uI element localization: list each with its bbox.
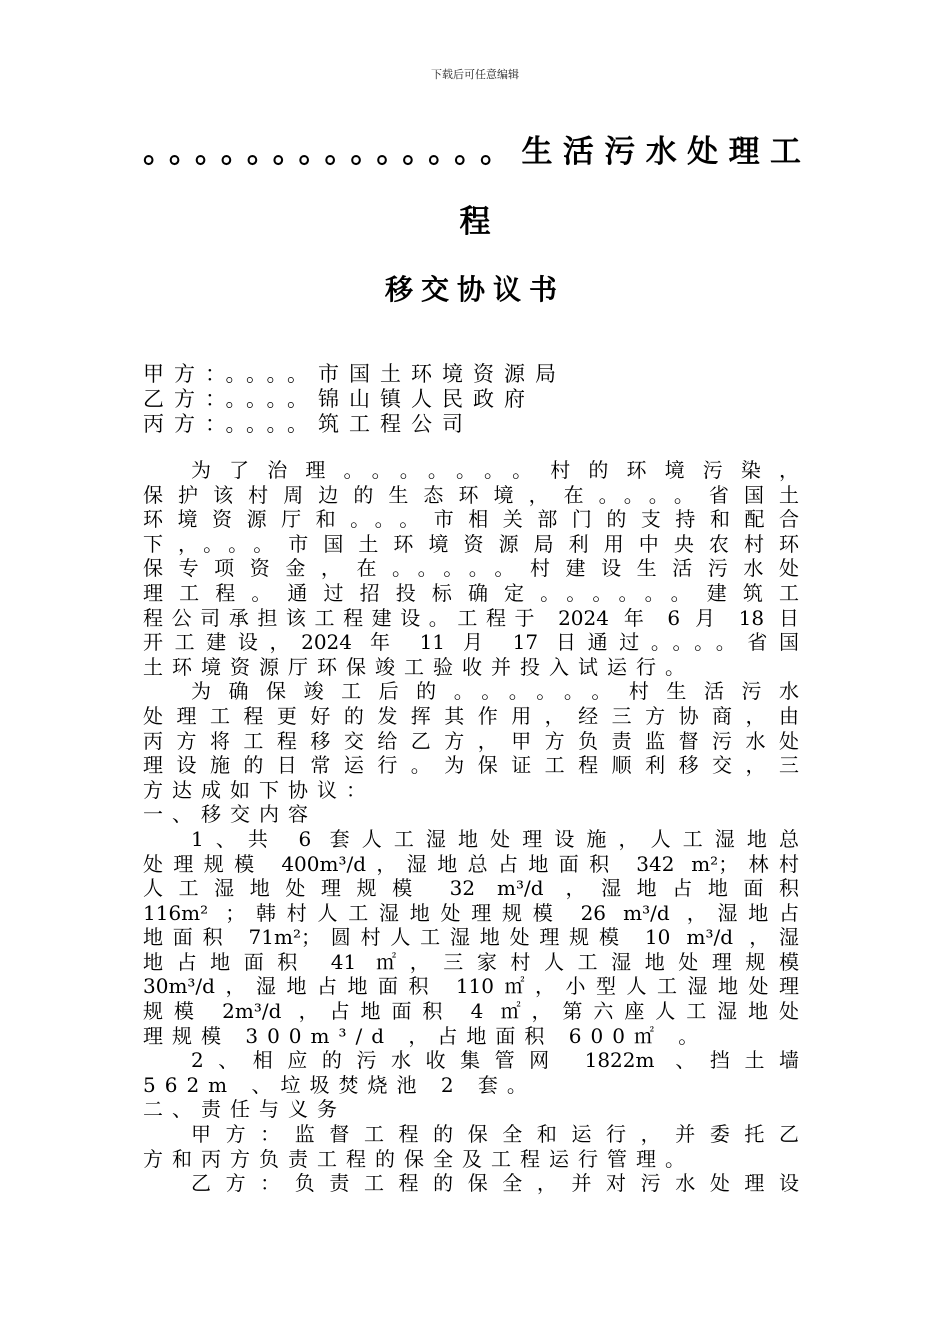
body-line: 2、相应的污水收集管网 1822m 、挡土墙 [191,1048,799,1073]
body-line: 1、共 6 套人工湿地处理设施，人工湿地总 [191,826,799,851]
body-line: 为确保竣工后的。。。。。。村生活污水 [191,679,799,704]
body-line: 562m 、垃圾焚烧池 2 套。 [143,1072,536,1097]
body-line: 地面积 71m²；圆村人工湿地处理规模 10 m³/d ，湿 [143,925,799,950]
body-line: 下，。。。市国土环境资源局利用中央农村环 [143,531,799,556]
agreement-body [143,458,799,1196]
title-line-1: 。。。。。。。。。。。。。。生活污水处理工 [143,134,803,170]
body-line: 理规模 300m³/d ，占地面积 600㎡ 。 [143,1023,708,1048]
body-line: 二、责任与义务 [143,1097,346,1122]
body-line: 地占地面积 41 ㎡，三家村人工湿地处理规模 [143,949,799,974]
body-line: 程公司承担该工程建设。工程于 2024 年 6 月 18 日 [143,605,799,630]
body-line: 116m² ；韩村人工湿地处理规模 26 m³/d ，湿地占 [143,900,799,925]
body-line: 理设施的日常运行。为保证工程顺利移交，三 [143,753,799,778]
body-line: 方达成如下协议： [143,777,375,802]
body-line: 乙方：负责工程的保全，并对污水处理设 [191,1171,799,1196]
party-b: 乙方：。。。。锦山镇人民政府 [143,387,535,411]
body-line: 处理工程更好的发挥其作用，经三方协商，由 [143,703,799,728]
body-line: 30m³/d，湿地占地面积 110㎡，小型人工湿地处理 [143,974,799,999]
body-line: 规模 2m³/d ，占地面积 4 ㎡，第六座人工湿地处 [143,999,799,1024]
body-line: 甲方：监督工程的保全和运行，并委托乙 [191,1122,799,1147]
body-line: 方和丙方负责工程的保全及工程运行管理。 [143,1146,694,1171]
body-line: 为了治理。。。。。。。村的环境污染， [191,458,799,482]
title-line-2: 程 [459,204,491,240]
body-line: 人工湿地处理规模 32 m³/d ，湿地占地面积 [143,876,799,901]
party-c: 丙方：。。。。筑工程公司 [143,412,473,436]
body-line: 处理规模 400m³/d，湿地总占地面积 342 m²；林村 [143,851,799,876]
body-line: 开工建设，2024 年 11 月 17 日通过。。。。省国 [143,630,799,655]
body-line: 一、移交内容 [143,802,317,827]
party-a: 甲方：。。。。市国土环境资源局 [143,362,566,386]
body-line: 土环境资源厅环保竣工验收并投入试运行。 [143,654,694,679]
body-line: 丙方将工程移交给乙方，甲方负责监督污水处 [143,728,799,753]
document-subtitle: 移交协议书 [384,273,565,306]
header-note: 下载后可任意编辑 [431,68,519,81]
body-line: 保专项资金，在。。。。。村建设生活污水处 [143,556,799,581]
body-line: 保护该村周边的生态环境，在。。。。省国土 [143,482,799,507]
body-line: 环境资源厅和。。。市相关部门的支持和配合 [143,507,799,532]
body-line: 理工程。通过招投标确定。。。。。。建筑工 [143,580,799,605]
